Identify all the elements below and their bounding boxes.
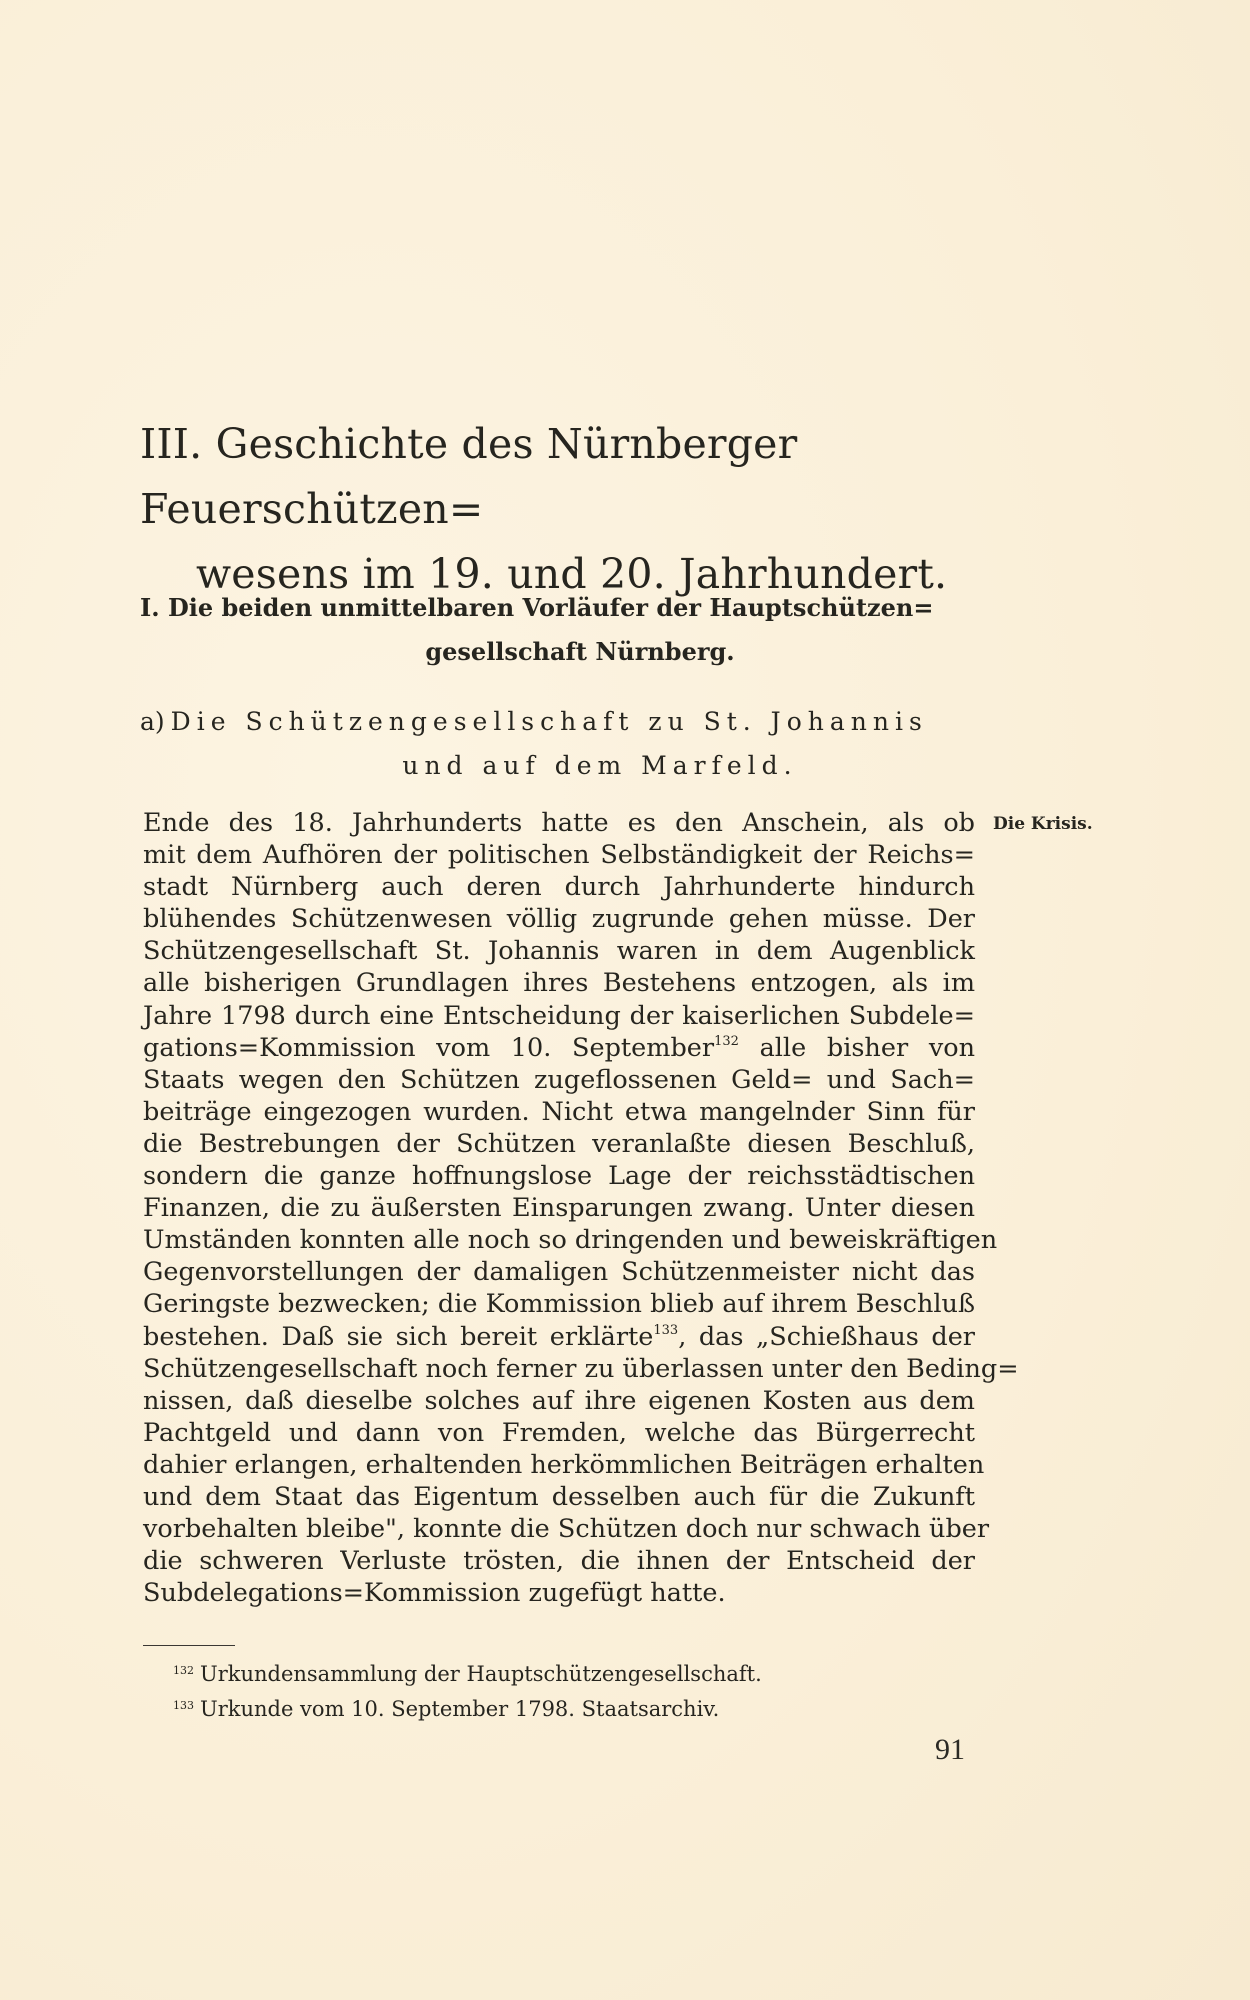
page-number: 91 bbox=[935, 1733, 965, 1766]
footnote bbox=[143, 1690, 975, 1725]
body-line: Geringste bezwecken; die Kommission blieb auf ihrem Beschluß bbox=[143, 1289, 975, 1320]
subsection-title-line-1 bbox=[140, 700, 1020, 744]
body-line-text: , das „Schießhaus der bbox=[678, 1321, 975, 1352]
body-line: und dem Staat das Eigentum desselben auch für die Zukunft bbox=[143, 1481, 975, 1512]
body-line: vorbehalten bleibe", konnte die Schützen doch nur schwach über bbox=[143, 1514, 990, 1545]
body-line: stadt Nürnberg auch deren durch Jahrhunderte hindurch bbox=[143, 872, 975, 903]
footnote-reference[interactable]: 132 bbox=[714, 1033, 739, 1049]
chapter-title bbox=[140, 412, 1020, 607]
body-line: mit dem Aufhören der politischen Selbständigkeit der Reichs= bbox=[143, 840, 975, 871]
section-title-text-1: Die beiden unmittelbaren Vorläufer der Hauptschützen= bbox=[167, 593, 934, 622]
footnote-divider bbox=[143, 1645, 235, 1646]
section-label: I. bbox=[140, 593, 160, 622]
section-title-line-1 bbox=[140, 593, 934, 622]
chapter-title-line-2: wesens im 19. und 20. Jahrhundert. bbox=[196, 550, 948, 598]
body-line: Jahre 1798 durch eine Entscheidung der kaiserlichen Subdele= bbox=[143, 1000, 975, 1031]
footnote-reference[interactable]: 133 bbox=[653, 1322, 679, 1338]
body-line bbox=[143, 1321, 975, 1353]
subsection-title bbox=[140, 700, 1020, 788]
marginal-note: Die Krisis. bbox=[993, 814, 1093, 834]
body-line: beiträge eingezogen wurden. Nicht etwa mangelnder Sinn für bbox=[143, 1096, 975, 1127]
footnote bbox=[143, 1655, 975, 1690]
body-line: Ende des 18. Jahrhunderts hatte es den Anschein, als ob bbox=[143, 808, 975, 838]
body-line: Schützengesellschaft noch ferner zu überlassen unter den Beding= bbox=[143, 1353, 1019, 1384]
body-paragraph bbox=[143, 807, 1019, 1609]
body-line: Umständen konnten alle noch so dringenden und beweiskräftigen bbox=[143, 1225, 998, 1256]
body-line: sondern die ganze hoffnungslose Lage der reichsstädtischen bbox=[143, 1161, 975, 1192]
subsection-label: a) bbox=[140, 707, 165, 736]
body-line: Pachtgeld und dann von Fremden, welche das Bürgerrecht bbox=[143, 1417, 975, 1448]
footnote-number: 132 bbox=[173, 1664, 194, 1677]
chapter-title-text-1: Geschichte des Nürnberger Feuerschützen= bbox=[140, 420, 798, 533]
chapter-title-line-1 bbox=[140, 420, 797, 533]
chapter-numeral: III. bbox=[140, 420, 203, 468]
body-line: die schweren Verluste trösten, die ihnen der Entscheid der bbox=[143, 1546, 975, 1577]
body-line: alle bisherigen Grundlagen ihres Bestehens entzogen, als im bbox=[143, 968, 975, 999]
body-line-text: bestehen. Daß sie sich bereit erklärte bbox=[143, 1321, 654, 1352]
footnote-text: Urkundensammlung der Hauptschützengesellschaft. bbox=[200, 1662, 762, 1686]
body-line: nissen, daß dieselbe solches auf ihre eigenen Kosten aus dem bbox=[143, 1385, 975, 1416]
body-line: Staats wegen den Schützen zugeflossenen Geld= und Sach= bbox=[143, 1064, 975, 1095]
body-line: Schützengesellschaft St. Johannis waren in dem Augenblick bbox=[143, 936, 975, 967]
subsection-title-text-1: Die Schützengesellschaft zu St. Johannis bbox=[170, 707, 928, 736]
body-line-text: alle bisher von bbox=[738, 1032, 976, 1063]
body-line: Gegenvorstellungen der damaligen Schützenmeister nicht das bbox=[143, 1257, 975, 1288]
body-line: Subdelegations=Kommission zugefügt hatte. bbox=[143, 1578, 726, 1609]
body-line-text: gations=Kommission vom 10. September bbox=[143, 1032, 715, 1063]
body-line: Finanzen, die zu äußersten Einsparungen zwang. Unter diesen bbox=[143, 1193, 975, 1224]
body-line: die Bestrebungen der Schützen veranlaßte diesen Beschluß, bbox=[143, 1128, 975, 1159]
body-line bbox=[143, 1032, 975, 1064]
body-line: blühendes Schützenwesen völlig zugrunde gehen müsse. Der bbox=[143, 904, 975, 935]
footnotes bbox=[143, 1655, 975, 1725]
section-title bbox=[140, 586, 1020, 674]
section-title-line-2: gesellschaft Nürnberg. bbox=[425, 637, 735, 666]
footnote-text: Urkunde vom 10. September 1798. Staatsarchiv. bbox=[200, 1697, 720, 1721]
body-line: dahier erlangen, erhaltenden herkömmlichen Beiträgen erhalten bbox=[143, 1449, 985, 1480]
subsection-title-line-2: und auf dem Marfeld. bbox=[402, 751, 798, 780]
footnote-number: 133 bbox=[173, 1699, 194, 1712]
